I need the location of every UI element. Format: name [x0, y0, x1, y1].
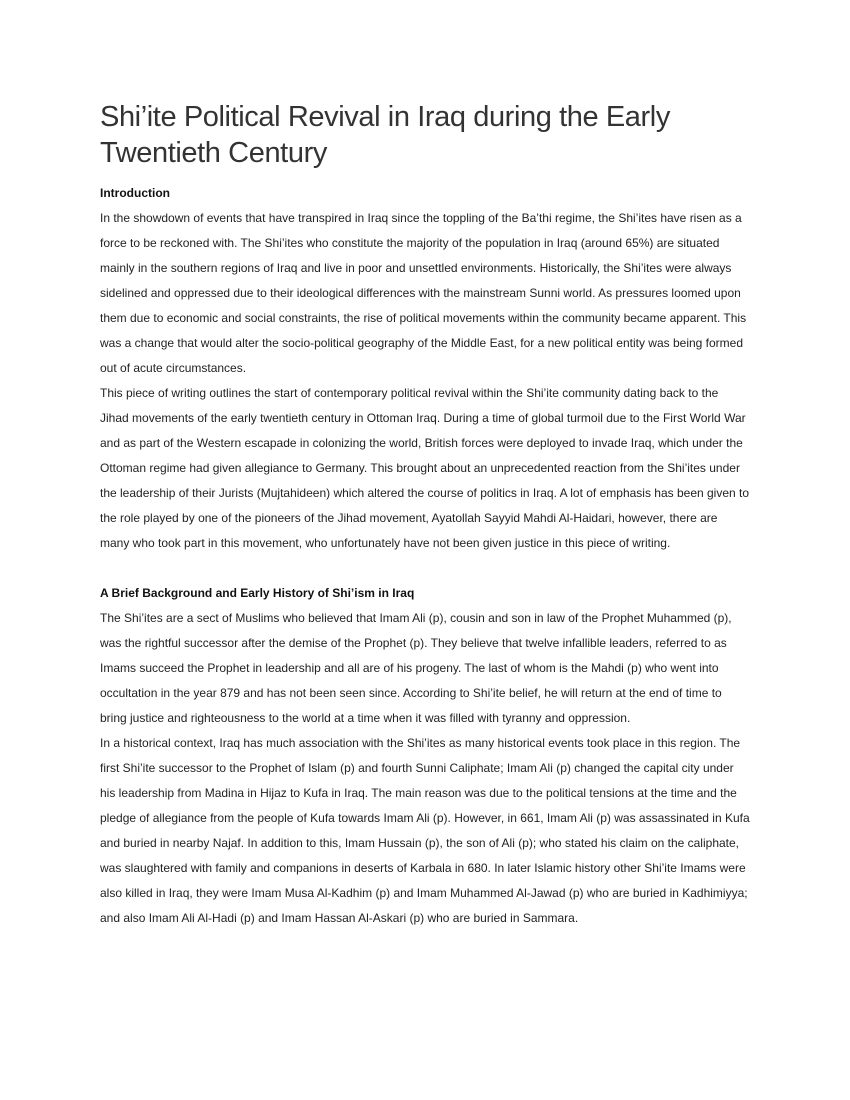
paragraph: This piece of writing outlines the start of contemporary political revival within the Shi’ite community dating back to the Jihad movements of the early twentieth century in Ottoman Iraq. During a time of global turmoil due to the First World War and as part of the Western escapade in colonizing the world, British forces were deployed to invade Iraq, which under the Ottoman regime had given allegiance to Germany. This brought about an unprecedented reaction from the Shi’ites under the leadership of their Jurists (Mujtahideen) which altered the course of politics in Iraq. A lot of emphasis has been given to the role played by one of the pioneers of the Jihad movement, Ayatollah Sayyid Mahdi Al-Haidari, however, there are many who took part in this movement, who unfortunately have not been given justice in this piece of writing. — [100, 386, 750, 550]
paragraph: In the showdown of events that have transpired in Iraq since the toppling of the Ba’thi regime, the Shi’ites have risen as a force to be reckoned with. The Shi’ites who constitute the majority of the population in Iraq (around 65%) are situated mainly in the southern regions of Iraq and live in poor and unsettled environments. Historically, the Shi’ites were always sidelined and oppressed due to their ideological differences with the mainstream Sunni world. As pressures loomed upon them due to economic and social constraints, the rise of political movements within the community became apparent. This was a change that would alter the socio-political geography of the Middle East, for a new political entity was being formed out of acute circumstances. — [100, 211, 747, 375]
document-title: Shi’ite Political Revival in Iraq during the Early Twentieth Century — [100, 101, 670, 169]
section-heading: A Brief Background and Early History of Shi’ism in Iraq — [100, 586, 415, 600]
paragraph: The Shi’ites are a sect of Muslims who believed that Imam Ali (p), cousin and son in law of the Prophet Muhammed (p), was the rightful successor after the demise of the Prophet (p). They believe that twelve infallible leaders, referred to as Imams succeed the Prophet in leadership and all are of his progeny. The last of whom is the Mahdi (p) who went into occultation in the year 879 and has not been seen since. According to Shi’ite belief, he will return at the end of time to bring justice and righteousness to the world at a time when it was filled with tyranny and oppression. — [100, 611, 732, 725]
section-spacer — [100, 556, 750, 581]
section-introduction — [100, 181, 750, 556]
section-background-history — [100, 581, 750, 931]
section-heading: Introduction — [100, 186, 170, 200]
paragraph: In a historical context, Iraq has much association with the Shi’ites as many historical events took place in this region. The first Shi’ite successor to the Prophet of Islam (p) and fourth Sunni Caliphate; Imam Ali (p) changed the capital city under his leadership from Madina in Hijaz to Kufa in Iraq. The main reason was due to the political tensions at the time and the pledge of allegiance from the people of Kufa towards Imam Ali (p). However, in 661, Imam Ali (p) was assassinated in Kufa and buried in nearby Najaf. In addition to this, Imam Hussain (p), the son of Ali (p); who stated his claim on the caliphate, was slaughtered with family and companions in deserts of Karbala in 680. In later Islamic history other Shi’ite Imams were also killed in Iraq, they were Imam Musa Al-Kadhim (p) and Imam Muhammed Al-Jawad (p) who are buried in Kadhimiyya; and also Imam Ali Al-Hadi (p) and Imam Hassan Al-Askari (p) who are buried in Sammara. — [100, 736, 750, 925]
document-page — [100, 99, 750, 931]
